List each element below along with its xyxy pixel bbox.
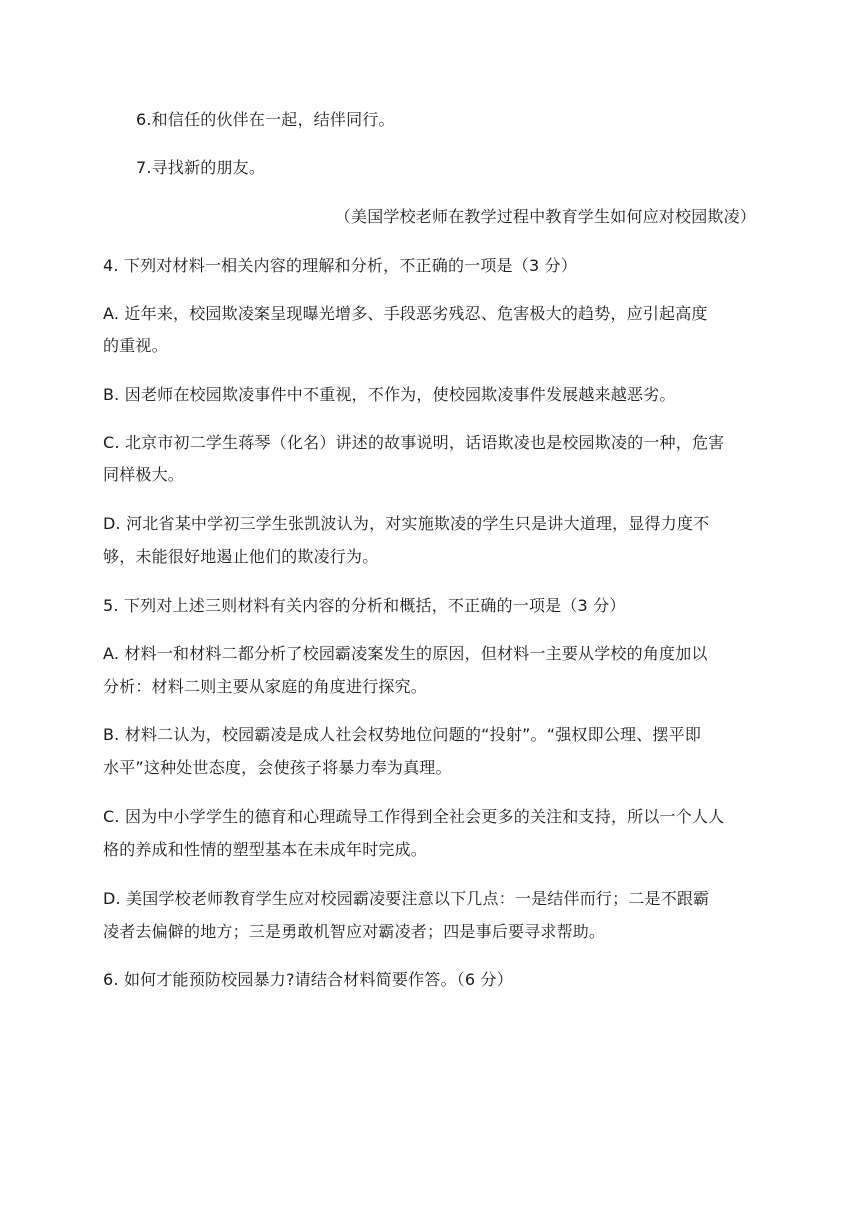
question-4-option-a-continued: 的重视。 — [103, 336, 168, 355]
question-4-option-d: D. 河北省某中学初三学生张凯波认为，对实施欺凌的学生只是讲大道理，显得力度不 — [103, 514, 710, 533]
question-5-option-d: D. 美国学校老师教育学生应对校园霸凌要注意以下几点：一是结伴而行；二是不跟霸 — [103, 889, 710, 908]
question-5-option-c-continued: 格的养成和性情的塑型基本在未成年时完成。 — [103, 840, 428, 859]
question-5-option-a-continued: 分析：材料二则主要从家庭的角度进行探究。 — [103, 677, 428, 696]
question-5-option-a: A. 材料一和材料二都分析了校园霸凌案发生的原因，但材料一主要从学校的角度加以 — [103, 644, 708, 663]
list-item: 7.寻找新的朋友。 — [136, 158, 266, 177]
question-5-option-d-continued: 凌者去偏僻的地方；三是勇敢机智应对霸凌者；四是事后要寻求帮助。 — [103, 922, 606, 941]
question-4-option-a: A. 近年来，校园欺凌案呈现曝光增多、手段恶劣残忍、危害极大的趋势，应引起高度 — [103, 304, 708, 323]
question-5-option-b: B. 材料二认为，校园霸凌是成人社会权势地位问题的“投射”。“强权即公理、摆平即 — [103, 725, 702, 744]
source-note: （美国学校老师在教学过程中教育学生如何应对校园欺凌） — [334, 207, 756, 226]
question-4-stem: 4. 下列对材料一相关内容的理解和分析，不正确的一项是（3 分） — [103, 256, 578, 275]
question-5-option-c: C. 因为中小学学生的德育和心理疏导工作得到全社会更多的关注和支持，所以一个人人 — [103, 807, 725, 826]
question-4-option-b: B. 因老师在校园欺凌事件中不重视，不作为，使校园欺凌事件发展越来越恶劣。 — [103, 385, 676, 404]
list-item: 6.和信任的伙伴在一起，结伴同行。 — [136, 110, 395, 129]
question-5-option-b-continued: 水平”这种处世态度，会使孩子将暴力奉为真理。 — [103, 758, 452, 777]
question-4-option-c: C. 北京市初二学生蒋琴（化名）讲述的故事说明，话语欺凌也是校园欺凌的一种，危害 — [103, 433, 725, 452]
question-4-option-c-continued: 同样极大。 — [103, 465, 185, 484]
question-5-stem: 5. 下列对上述三则材料有关内容的分析和概括，不正确的一项是（3 分） — [103, 596, 626, 615]
question-4-option-d-continued: 够，未能很好地遏止他们的欺凌行为。 — [103, 547, 379, 566]
question-6-stem: 6. 如何才能预防校园暴力?请结合材料简要作答。（6 分） — [103, 970, 513, 989]
